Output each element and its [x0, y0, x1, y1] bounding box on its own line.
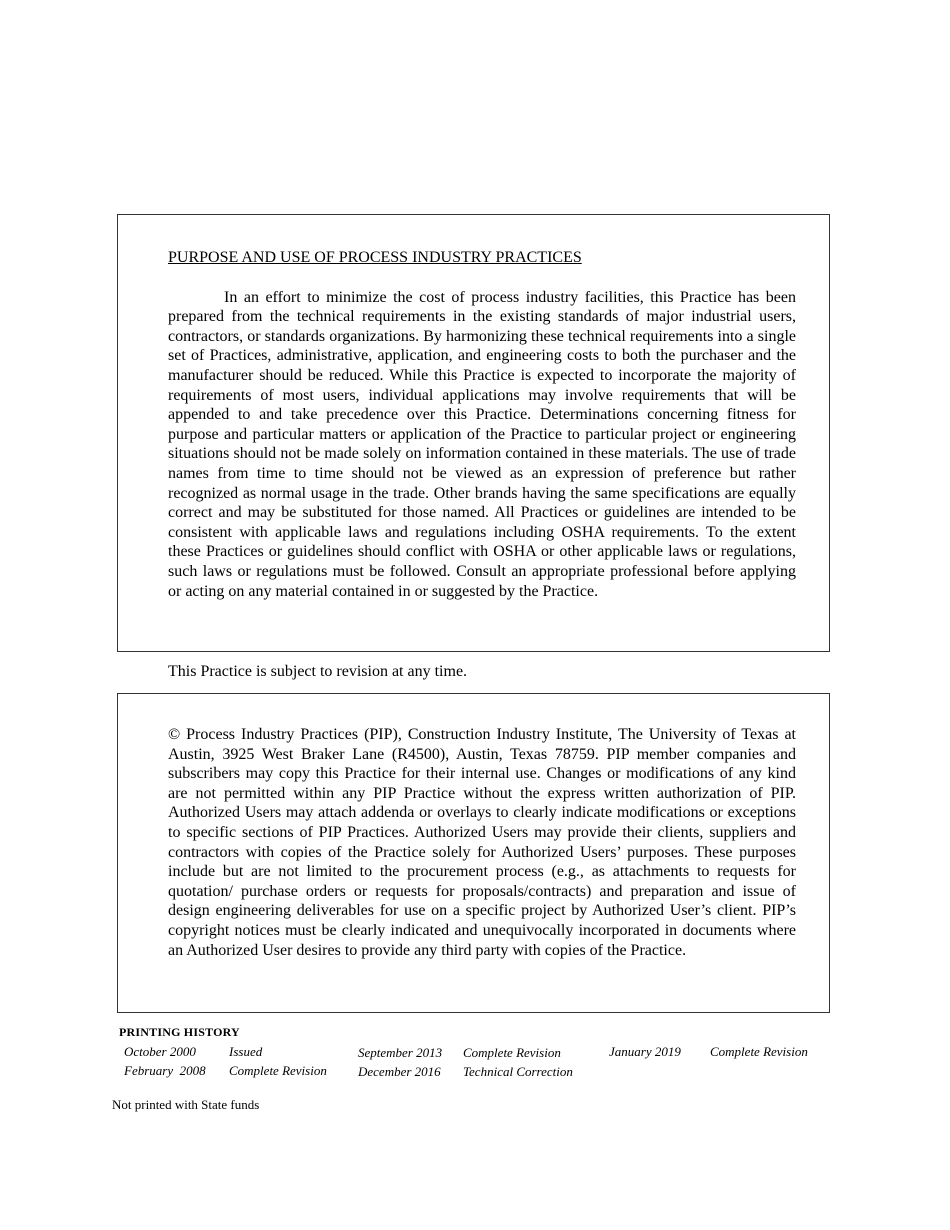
printing-history-title: PRINTING HISTORY	[119, 1025, 240, 1039]
history-status: Complete Revision	[710, 1044, 808, 1059]
history-date: February 2008	[124, 1063, 206, 1078]
history-status: Issued	[229, 1044, 263, 1059]
history-date: January 2019	[609, 1044, 681, 1059]
history-status: Complete Revision	[229, 1063, 327, 1078]
history-date: September 2013	[358, 1045, 443, 1060]
copyright-section	[117, 693, 830, 1013]
history-date: October 2000	[124, 1044, 196, 1059]
printing-history	[119, 1025, 839, 1079]
footer-note: Not printed with State funds	[112, 1097, 260, 1112]
purpose-section	[117, 214, 830, 652]
history-status: Complete Revision	[463, 1045, 561, 1060]
purpose-heading: PURPOSE AND USE OF PROCESS INDUSTRY PRACTICES	[168, 249, 582, 266]
purpose-text: In an effort to minimize the cost of process industry facilities, this Practice has been prepared from the technical requirements in the existing standards of major industrial users, contractors, or standards organizations. By harmonizing these technical requirements into a single set of Practices, administrative, application, and engineering costs to both the purchaser and the manufacturer should be reduced. While this Practice is expected to incorporate the majority of requirements of most users, individual applications may involve requirements that will be appended to and take precedence over this Practice. Determinations concerning fitness for purpose and particular matters or application of the Practice to particular project or engineering situations should not be made solely on information contained in these materials. The use of trade names from time to time should not be viewed as an expression of preference but rather recognized as normal usage in the trade. Other brands having the same specifications are equally correct and may be substituted for those named. All Practices or guidelines are intended to be consistent with applicable laws and regulations including OSHA requirements. To the extent these Practices or guidelines should conflict with OSHA or other applicable laws or regulations, such laws or regulations must be followed. Consult an appropriate professional before applying or acting on any material contained in or suggested by the Practice.	[168, 288, 796, 600]
history-date: December 2016	[358, 1064, 441, 1079]
copyright-text: © Process Industry Practices (PIP), Construction Industry Institute, The University of Texas at Austin, 3925 West Braker Lane (R4500), Austin, Texas 78759. PIP member companies and subscribers may copy this Practice for their internal use. Changes or modifications of any kind are not permitted within any PIP Practice without the express written authorization of PIP. Authorized Users may attach addenda or overlays to clearly indicate modifications or exceptions to specific sections of PIP Practices. Authorized Users may provide their clients, suppliers and contractors with copies of the Practice solely for Authorized Users’ purposes. These purposes include but are not limited to the procurement process (e.g., as attachments to requests for quotation/ purchase orders or requests for proposals/contracts) and preparation and issue of design engineering deliverables for use on a specific project by Authorized User’s client. PIP’s copyright notices must be clearly indicated and unequivocally incorporated in documents where an Authorized User desires to provide any third party with copies of the Practice.	[168, 726, 796, 959]
revision-note: This Practice is subject to revision at any time.	[168, 663, 468, 680]
history-status: Technical Correction	[463, 1064, 573, 1079]
